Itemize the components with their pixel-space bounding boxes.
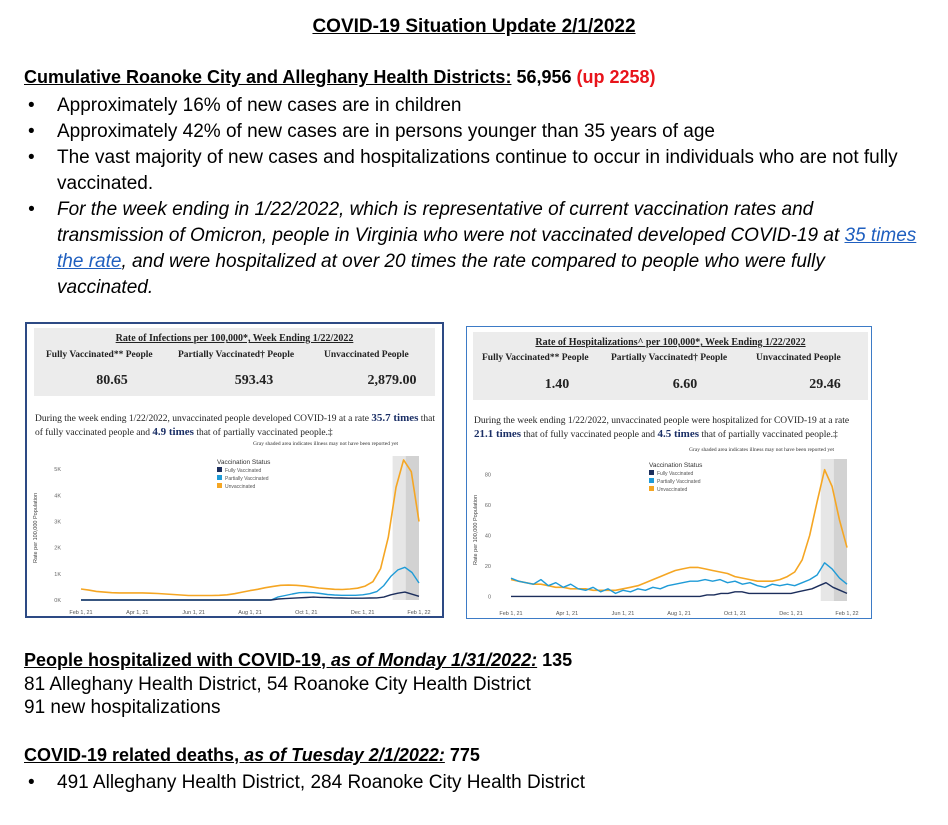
unvaccinated-label: Unvaccinated People [756, 353, 841, 363]
y-tick-label: 1K [54, 571, 61, 578]
list-item [24, 145, 924, 197]
desc-highlight: 4.5 times [657, 428, 699, 440]
y-tick-label: 60 [484, 502, 491, 509]
x-tick-label: Dec 1, 21 [779, 611, 803, 616]
x-tick-label: Feb 1, 22 [407, 610, 431, 616]
desc-text: that of partially vaccinated people.‡ [193, 428, 333, 438]
legend-swatch [217, 483, 222, 488]
hospitalizations-panel [466, 326, 872, 619]
unvaccinated-value: 2,879.00 [367, 373, 417, 388]
partially-vaccinated-label: Partially Vaccinated† People [178, 350, 295, 360]
list-item [24, 93, 924, 119]
hospitalizations-title: Rate of Hospitalizations^ per 100,000*, Week Ending 1/22/2022 [535, 337, 806, 348]
bullet-text: , and were hospitalized at over 20 times the rate compared to people who were fully vaccinated. [57, 251, 825, 298]
x-tick-label: Aug 1, 21 [238, 610, 262, 616]
x-tick-label: Oct 1, 21 [295, 610, 318, 616]
list-item [24, 197, 924, 301]
desc-highlight: 35.7 times [371, 412, 419, 424]
fully-vaccinated-value: 80.65 [96, 373, 128, 388]
infections-stat-box [34, 328, 435, 396]
legend-title: Vaccination Status [217, 459, 271, 466]
x-tick-label: Jun 1, 21 [182, 610, 205, 616]
heading-text: COVID-19 related deaths, [24, 745, 245, 765]
cumulative-heading [24, 67, 656, 88]
bullet-text: For the week ending in 1/22/2022, which is representative of current vaccination rates and transmission of Omicron, people in Virginia who were not vaccinated developed COVID-19 at [57, 199, 845, 246]
fully-vaccinated-value: 1.40 [544, 377, 570, 392]
legend-label: Fully Vaccinated [225, 468, 262, 474]
partially-vaccinated-label: Partially Vaccinated† People [611, 353, 728, 363]
legend-label: Fully Vaccinated [657, 471, 694, 477]
desc-text: that of fully vaccinated people and [35, 414, 436, 438]
desc-text: During the week ending 1/22/2022, unvaccinated people were hospitalized for COVID-19 at a rate [474, 416, 850, 426]
page-title: COVID-19 Situation Update 2/1/2022 [312, 16, 636, 37]
legend-label: Partially Vaccinated [225, 476, 269, 482]
x-tick-label: Feb 1, 21 [499, 611, 523, 616]
new-hospitalizations: 91 new hospitalizations [24, 697, 221, 718]
hospitalized-heading [24, 650, 572, 671]
legend-label: Unvaccinated [657, 487, 688, 493]
desc-text: that of partially vaccinated people.‡ [698, 430, 838, 440]
legend-label: Unvaccinated [225, 484, 256, 490]
desc-text: that of fully vaccinated people and [521, 430, 658, 440]
y-tick-label: 5K [54, 467, 61, 474]
legend-swatch [649, 486, 654, 491]
legend-swatch [217, 475, 222, 480]
infections-description [35, 412, 440, 440]
desc-highlight: 21.1 times [474, 428, 522, 440]
y-tick-label: 2K [54, 545, 61, 552]
y-tick-label: 3K [54, 519, 61, 526]
legend-label: Partially Vaccinated [657, 479, 701, 485]
fully-vaccinated-label: Fully Vaccinated** People [482, 353, 589, 363]
y-axis-label: Rate per 100,000 Population [473, 494, 479, 566]
x-tick-label: Oct 1, 21 [723, 611, 747, 616]
x-tick-label: Dec 1, 21 [350, 610, 375, 616]
hospitalized-value: 135 [542, 650, 573, 670]
bullet-text: Approximately 16% of new cases are in children [57, 95, 462, 116]
deaths-value: 775 [449, 745, 480, 765]
y-tick-label: 80 [484, 472, 491, 479]
bullet-text: 491 Alleghany Health District, 284 Roanoke City Health District [57, 772, 586, 793]
x-tick-label: Aug 1, 21 [667, 611, 691, 616]
heading-date: as of Monday 1/31/2022: [331, 650, 538, 670]
deaths-list [24, 770, 924, 796]
x-tick-label: Feb 1, 22 [835, 611, 859, 616]
cumulative-label: Cumulative Roanoke City and Alleghany Health Districts: [24, 67, 512, 87]
y-axis-label: Rate per 100,000 Population [33, 492, 39, 564]
x-tick-label: Apr 1, 21 [126, 610, 149, 616]
legend-swatch [649, 470, 654, 475]
x-tick-label: Jun 1, 21 [611, 611, 635, 616]
partially-vaccinated-value: 6.60 [672, 377, 698, 392]
fully-vaccinated-label: Fully Vaccinated** People [46, 350, 153, 360]
y-tick-label: 40 [484, 533, 491, 540]
deaths-label [24, 745, 445, 765]
desc-highlight: 4.9 times [152, 426, 194, 438]
list-item [24, 119, 924, 145]
deaths-heading [24, 745, 480, 766]
rate-link[interactable]: 35 times the rate [57, 225, 917, 272]
bullet-text: The vast majority of new cases and hospitalizations continue to occur in individuals who are not fully vaccinated. [57, 147, 898, 194]
desc-text: During the week ending 1/22/2022, unvaccinated people developed COVID-19 at a rate [35, 414, 372, 424]
x-tick-label: Apr 1, 21 [555, 611, 579, 616]
hospitalizations-chart [467, 451, 869, 616]
unvaccinated-label: Unvaccinated People [324, 350, 409, 360]
y-tick-label: 0K [54, 598, 61, 604]
gray-area-note: Gray shaded area indicates illness may not have been reported yet [689, 447, 835, 453]
list-item [24, 770, 924, 796]
gray-area-note: Gray shaded area indicates illness may not have been reported yet [253, 441, 399, 447]
y-tick-label: 20 [484, 563, 491, 570]
heading-text: People hospitalized with COVID-19, [24, 650, 332, 670]
cumulative-value: 56,956 [516, 67, 572, 87]
hospitalized-label [24, 650, 537, 670]
legend-swatch [649, 478, 654, 483]
y-tick-label: 4K [54, 493, 61, 500]
unvaccinated-value: 29.46 [809, 377, 841, 392]
legend-title: Vaccination Status [649, 462, 703, 469]
legend-swatch [217, 467, 222, 472]
infections-chart [27, 448, 442, 616]
infections-panel [25, 322, 444, 618]
y-tick-label: 0 [487, 594, 491, 601]
hospitalizations-stat-box [473, 332, 868, 400]
bullet-text: Approximately 42% of new cases are in persons younger than 35 years of age [57, 121, 715, 142]
infections-title: Rate of Infections per 100,000*, Week Ending 1/22/2022 [115, 333, 354, 344]
key-points-list [24, 93, 924, 301]
x-tick-label: Feb 1, 21 [69, 610, 93, 616]
hospitalized-districts: 81 Alleghany Health District, 54 Roanoke City Health District [24, 674, 531, 695]
heading-date: as of Tuesday 2/1/2022: [244, 745, 445, 765]
partially-vaccinated-value: 593.43 [234, 373, 274, 388]
cumulative-change: (up 2258) [576, 67, 656, 87]
hospitalizations-description [474, 415, 869, 442]
